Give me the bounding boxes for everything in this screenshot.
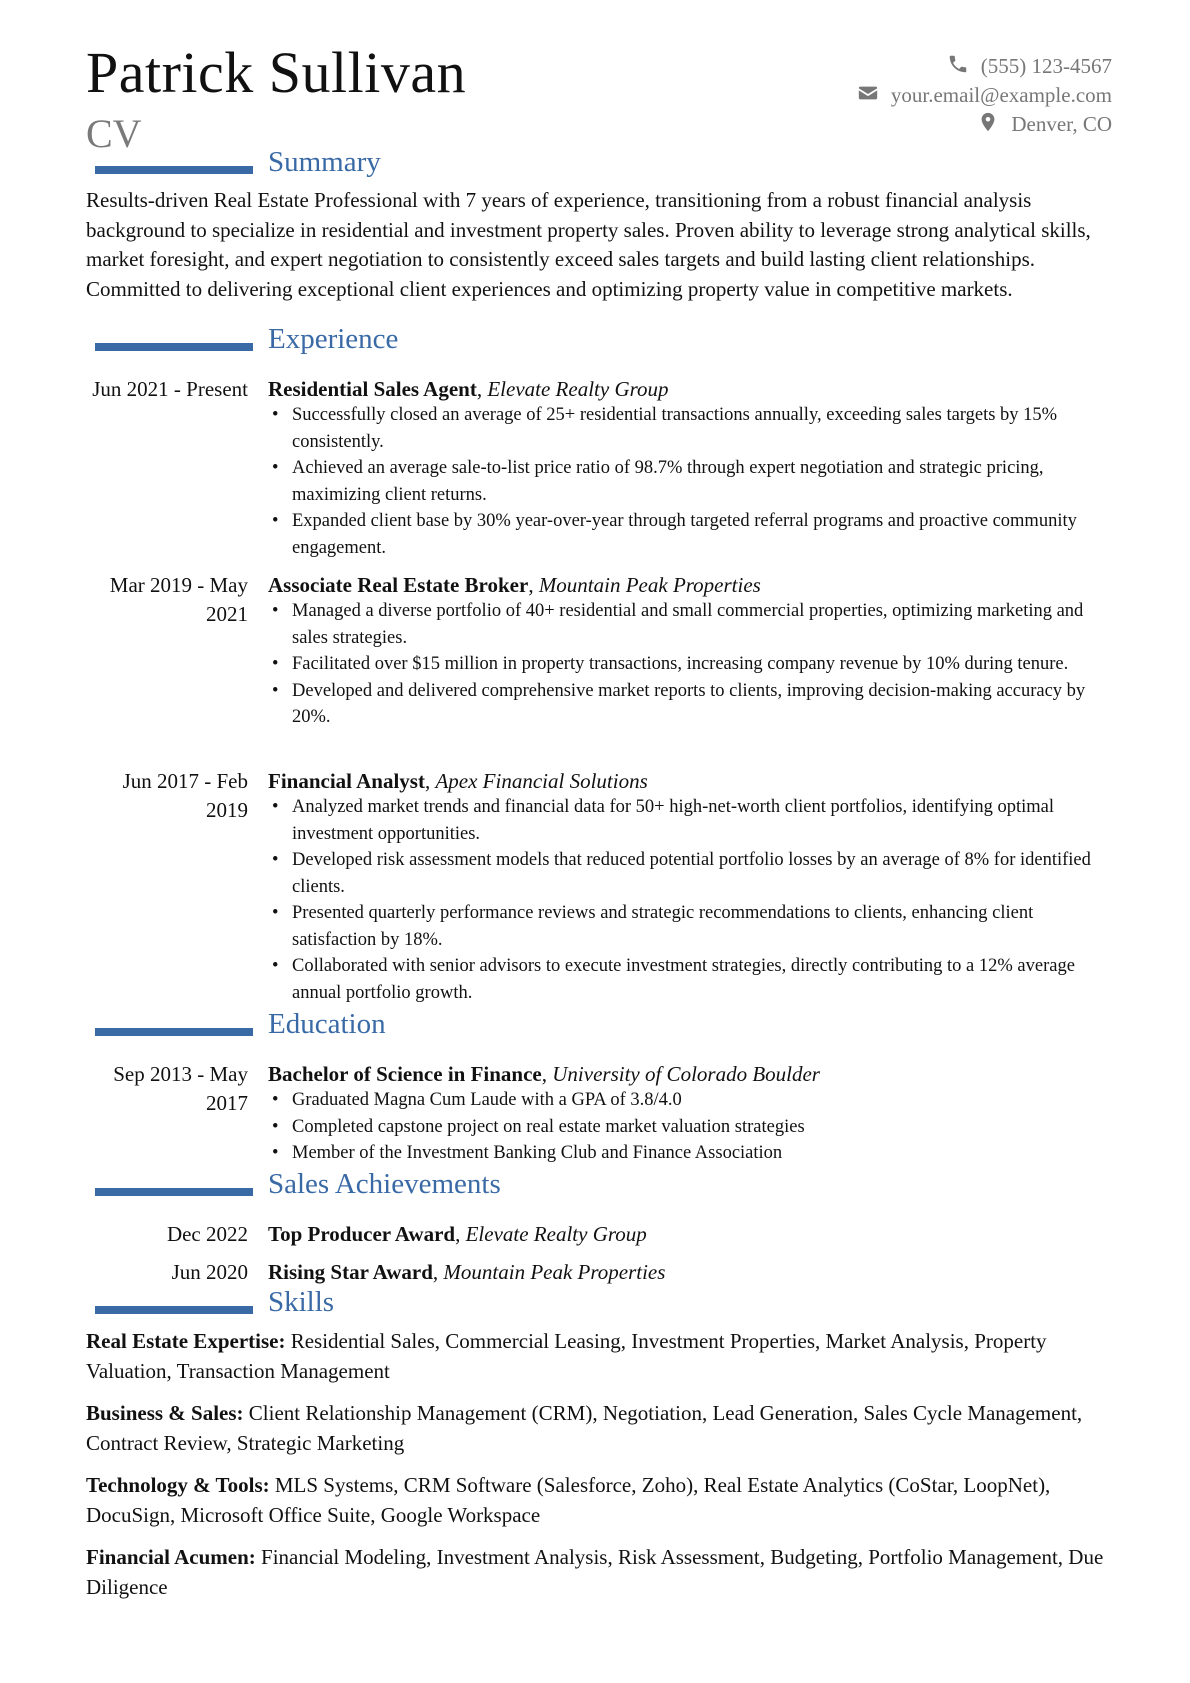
job-company: Elevate Realty Group bbox=[487, 377, 669, 401]
summary-text: Results-driven Real Estate Professional with 7 years of experience, transitioning from a robust financial analysis background to specialize in residential and investment property sales. Proven ability to leverage strong analytical skills, market foresight, and expert negotiation to consistently exceed sales targets and build lasting client relationships. Committed to delivering exceptional client experiences and optimizing property value in competitive markets. bbox=[86, 188, 1091, 301]
job-role: Residential Sales Agent bbox=[268, 377, 477, 401]
education-date: Sep 2013 - May 2017 bbox=[113, 1062, 248, 1115]
skill-list: Residential Sales, Commercial Leasing, Investment Properties, Market Analysis, Property Valuation, Transaction Management bbox=[86, 1329, 1047, 1383]
section-title: Education bbox=[268, 1008, 386, 1040]
email-address[interactable]: your.email@example.com bbox=[890, 83, 1112, 107]
job-role: Financial Analyst bbox=[268, 769, 425, 793]
job-heading: Associate Real Estate Broker, Mountain Peak Properties bbox=[268, 573, 761, 597]
job-bullets bbox=[268, 794, 1098, 1006]
job-bullets bbox=[268, 402, 1098, 561]
contact-email bbox=[857, 81, 1112, 110]
map-pin-icon bbox=[977, 111, 999, 139]
list-item: • Successfully closed an average of 25+ residential transactions annually, exceeding sales targets by 15% consistently. bbox=[268, 402, 1098, 455]
section-rule bbox=[95, 1028, 253, 1036]
degree: Bachelor of Science in Finance bbox=[268, 1062, 542, 1086]
education-bullets bbox=[268, 1087, 1098, 1167]
contact-phone bbox=[857, 52, 1112, 81]
list-item: • Graduated Magna Cum Laude with a GPA of 3.8/4.0 bbox=[268, 1087, 1098, 1114]
list-item: • Developed and delivered comprehensive market reports to clients, improving decision-making accuracy by 20%. bbox=[268, 678, 1098, 731]
skill-label: Business & Sales: bbox=[86, 1401, 244, 1425]
achievement-heading: Top Producer Award, Elevate Realty Group bbox=[268, 1222, 647, 1246]
skill-group bbox=[86, 1327, 1116, 1386]
skill-label: Technology & Tools: bbox=[86, 1473, 270, 1497]
list-item: • Presented quarterly performance reviews and strategic recommendations to clients, enhancing client satisfaction by 18%. bbox=[268, 900, 1098, 953]
achievement-date: Dec 2022 bbox=[166, 1222, 248, 1246]
envelope-icon bbox=[857, 82, 879, 110]
job-date: Jun 2017 - Feb 2019 bbox=[122, 769, 248, 822]
job-heading: Financial Analyst, Apex Financial Solutions bbox=[268, 769, 648, 793]
award-name: Top Producer Award bbox=[268, 1222, 456, 1246]
list-item: • Completed capstone project on real estate market valuation strategies bbox=[268, 1114, 1098, 1141]
list-item: • Analyzed market trends and financial data for 50+ high-net-worth client portfolios, identifying optimal investment opportunities. bbox=[268, 794, 1098, 847]
education-heading: Bachelor of Science in Finance, University of Colorado Boulder bbox=[268, 1062, 820, 1086]
skill-list: MLS Systems, CRM Software (Salesforce, Zoho), Real Estate Analytics (CoStar, LoopNet), DocuSign, Microsoft Office Suite, Google Workspace bbox=[86, 1473, 1051, 1527]
section-rule bbox=[95, 166, 253, 174]
job-heading: Residential Sales Agent, Elevate Realty Group bbox=[268, 377, 669, 401]
section-title: Sales Achievements bbox=[268, 1168, 501, 1200]
skill-label: Real Estate Expertise: bbox=[86, 1329, 286, 1353]
section-rule bbox=[95, 1188, 253, 1196]
list-item: • Developed risk assessment models that reduced potential portfolio losses by an average of 8% for identified clients. bbox=[268, 847, 1098, 900]
skill-group bbox=[86, 1543, 1116, 1602]
list-item: • Expanded client base by 30% year-over-year through targeted referral programs and proactive community engagement. bbox=[268, 508, 1098, 561]
section-title: Summary bbox=[268, 146, 381, 178]
skill-group bbox=[86, 1471, 1116, 1530]
job-date: Mar 2019 - May 2021 bbox=[109, 573, 248, 626]
document-subtitle: CV bbox=[86, 111, 142, 156]
job-company: Mountain Peak Properties bbox=[538, 573, 761, 597]
contact-block bbox=[857, 52, 1112, 139]
list-item: • Collaborated with senior advisors to execute investment strategies, directly contributing to a 12% average annual portfolio growth. bbox=[268, 953, 1098, 1006]
skill-group bbox=[86, 1399, 1116, 1458]
achievement-heading: Rising Star Award, Mountain Peak Properties bbox=[268, 1260, 666, 1284]
list-item: • Achieved an average sale-to-list price ratio of 98.7% through expert negotiation and strategic pricing, maximizing client returns. bbox=[268, 455, 1098, 508]
list-item: • Member of the Investment Banking Club and Finance Association bbox=[268, 1140, 1098, 1167]
school: University of Colorado Boulder bbox=[552, 1062, 820, 1086]
candidate-name: Patrick Sullivan bbox=[86, 40, 467, 105]
achievement-date: Jun 2020 bbox=[171, 1260, 248, 1284]
award-name: Rising Star Award bbox=[268, 1260, 433, 1284]
section-rule bbox=[95, 343, 253, 351]
skill-label: Financial Acumen: bbox=[86, 1545, 256, 1569]
section-rule bbox=[95, 1306, 253, 1314]
phone-number: (555) 123-4567 bbox=[980, 54, 1112, 78]
award-org: Mountain Peak Properties bbox=[443, 1260, 666, 1284]
job-date: Jun 2021 - Present bbox=[92, 377, 248, 401]
job-role: Associate Real Estate Broker bbox=[268, 573, 529, 597]
skill-list: Financial Modeling, Investment Analysis, Risk Assessment, Budgeting, Portfolio Management, Due Diligence bbox=[86, 1545, 1104, 1599]
section-title: Experience bbox=[268, 323, 399, 355]
award-org: Elevate Realty Group bbox=[465, 1222, 647, 1246]
phone-icon bbox=[947, 53, 969, 81]
section-title: Skills bbox=[268, 1286, 335, 1318]
job-bullets bbox=[268, 598, 1098, 731]
list-item: • Facilitated over $15 million in property transactions, increasing company revenue by 10% during tenure. bbox=[268, 651, 1098, 678]
skill-list: Client Relationship Management (CRM), Negotiation, Lead Generation, Sales Cycle Management, Contract Review, Strategic Marketing bbox=[86, 1401, 1083, 1455]
job-company: Apex Financial Solutions bbox=[435, 769, 648, 793]
location-text: Denver, CO bbox=[1011, 112, 1112, 136]
list-item: • Managed a diverse portfolio of 40+ residential and small commercial properties, optimizing marketing and sales strategies. bbox=[268, 598, 1098, 651]
contact-location bbox=[857, 110, 1112, 139]
